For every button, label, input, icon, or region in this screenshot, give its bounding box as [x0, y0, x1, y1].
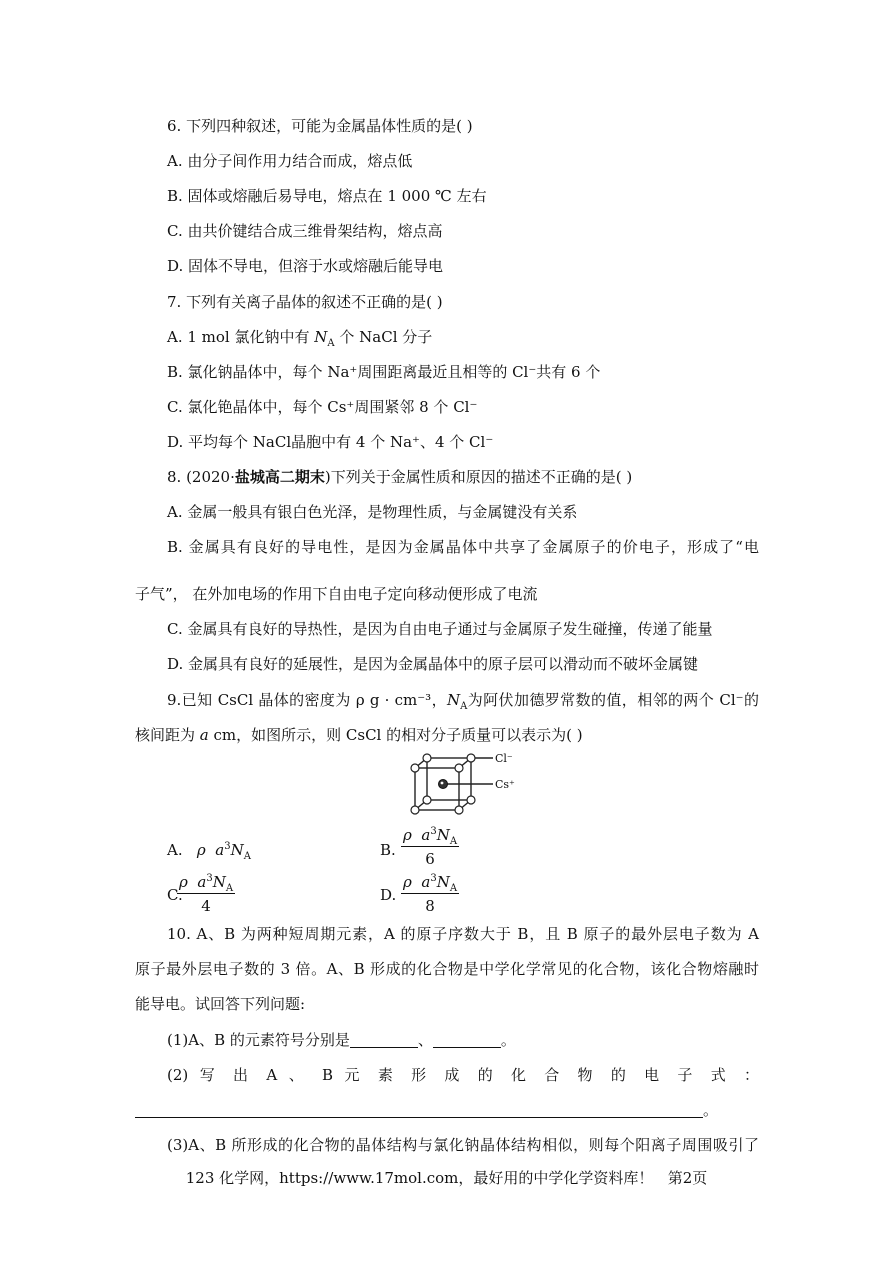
q6-stem: 6. 下列四种叙述，可能为金属晶体性质的是( ) — [167, 117, 473, 135]
q7-stem: 7. 下列有关离子晶体的叙述不正确的是( ) — [167, 293, 443, 311]
q9-option-c-label: C. — [167, 886, 183, 904]
q9-option-d-label: D. — [380, 886, 397, 904]
q10-part3: (3)A、B 所形成的化合物的晶体结构与氯化钠晶体结构相似，则每个阳离子周围吸引了 — [167, 1136, 759, 1154]
q10-part2: (2) 写 出 A 、 B 元 素 形 成 的 化 合 物 的 电 子 式 ： — [167, 1066, 759, 1084]
q8-stem: 8. (2020·盐城高二期末)下列关于金属性质和原因的描述不正确的是( ) — [167, 468, 633, 486]
q6-option-b: B. 固体或熔融后易导电，熔点在 1 000 ℃ 左右 — [167, 187, 487, 205]
q9-option-b-fraction: $\frac{\rho a^3N_A}{6}$ — [403, 826, 458, 868]
answer-blank-a[interactable] — [350, 1031, 418, 1048]
q8-option-a: A. 金属一般具有银白色光泽，是物理性质，与金属键没有关系 — [167, 503, 578, 521]
q8-option-b-line1: B. 金属具有良好的导电性，是因为金属晶体中共享了金属原子的价电子，形成了“电 — [167, 538, 759, 556]
q8-source: 盐城高二期末 — [234, 468, 325, 486]
q8-option-c: C. 金属具有良好的导热性，是因为自由电子通过与金属原子发生碰撞，传递了能量 — [167, 620, 713, 638]
answer-blank-electron-formula[interactable] — [135, 1101, 703, 1118]
page-footer: 123 化学网，https://www.17mol.com，最好用的中学化学资料库！ 第2页 — [185, 1169, 708, 1187]
q6-option-c: C. 由共价键结合成三维骨架结构，熔点高 — [167, 222, 443, 240]
q7-option-a: A. 1 mol 氯化钠中有 $N_A$ 个 NaCl 分子 — [167, 328, 433, 349]
q8-option-d: D. 金属具有良好的延展性，是因为金属晶体中的原子层可以滑动而不破坏金属键 — [167, 655, 699, 673]
q9-stem-line1: 9.已知 CsCl 晶体的密度为 ρ g · cm⁻³，$N_A$为阿伏加德罗常数的值，相邻的两个 Cl⁻的 — [167, 691, 759, 712]
answer-blank-b[interactable] — [433, 1031, 501, 1048]
q9-option-c-fraction: $\frac{\rho a^3N_A}{4}$ — [179, 873, 234, 915]
q10-stem-line2: 原子最外层电子数的 3 倍。A、B 形成的化合物是中学化学常见的化合物，该化合物熔融时 — [135, 960, 759, 978]
q6-option-a: A. 由分子间作用力结合而成，熔点低 — [167, 152, 413, 170]
q8-option-b-line2: 子气”， 在外加电场的作用下自由电子定向移动便形成了电流 — [135, 585, 538, 603]
q6-option-d: D. 固体不导电，但溶于水或熔融后能导电 — [167, 257, 444, 275]
q10-stem-line1: 10. A、B 为两种短周期元素，A 的原子序数大于 B，且 B 原子的最外层电子数为 A — [167, 925, 759, 943]
q7-option-c: C. 氯化铯晶体中，每个 Cs⁺周围紧邻 8 个 Cl⁻ — [167, 398, 478, 416]
q9-stem-line2: 核间距为 a cm，如图所示，则 CsCl 的相对分子质量可以表示为( ) — [135, 726, 583, 744]
cscl-crystal-figure — [405, 752, 525, 820]
q7-option-b: B. 氯化钠晶体中，每个 Na⁺周围距离最近且相等的 Cl⁻共有 6 个 — [167, 363, 601, 381]
q10-part1: (1)A、B 的元素符号分别是 、 。 — [167, 1031, 516, 1049]
q10-part2-answer-line: 。 — [135, 1100, 718, 1120]
q9-option-d-fraction: $\frac{\rho a^3N_A}{8}$ — [403, 873, 458, 915]
q10-stem-line3: 能导电。试回答下列问题: — [135, 995, 306, 1013]
fig-label-cl: Cl⁻ — [495, 752, 513, 765]
q9-option-b-label: B. — [380, 841, 396, 859]
q7-option-d: D. 平均每个 NaCl晶胞中有 4 个 Na⁺、4 个 Cl⁻ — [167, 433, 494, 451]
fig-label-cs: Cs⁺ — [495, 778, 515, 791]
q9-option-a: A. ρ $a^3N_A$ — [167, 841, 251, 862]
